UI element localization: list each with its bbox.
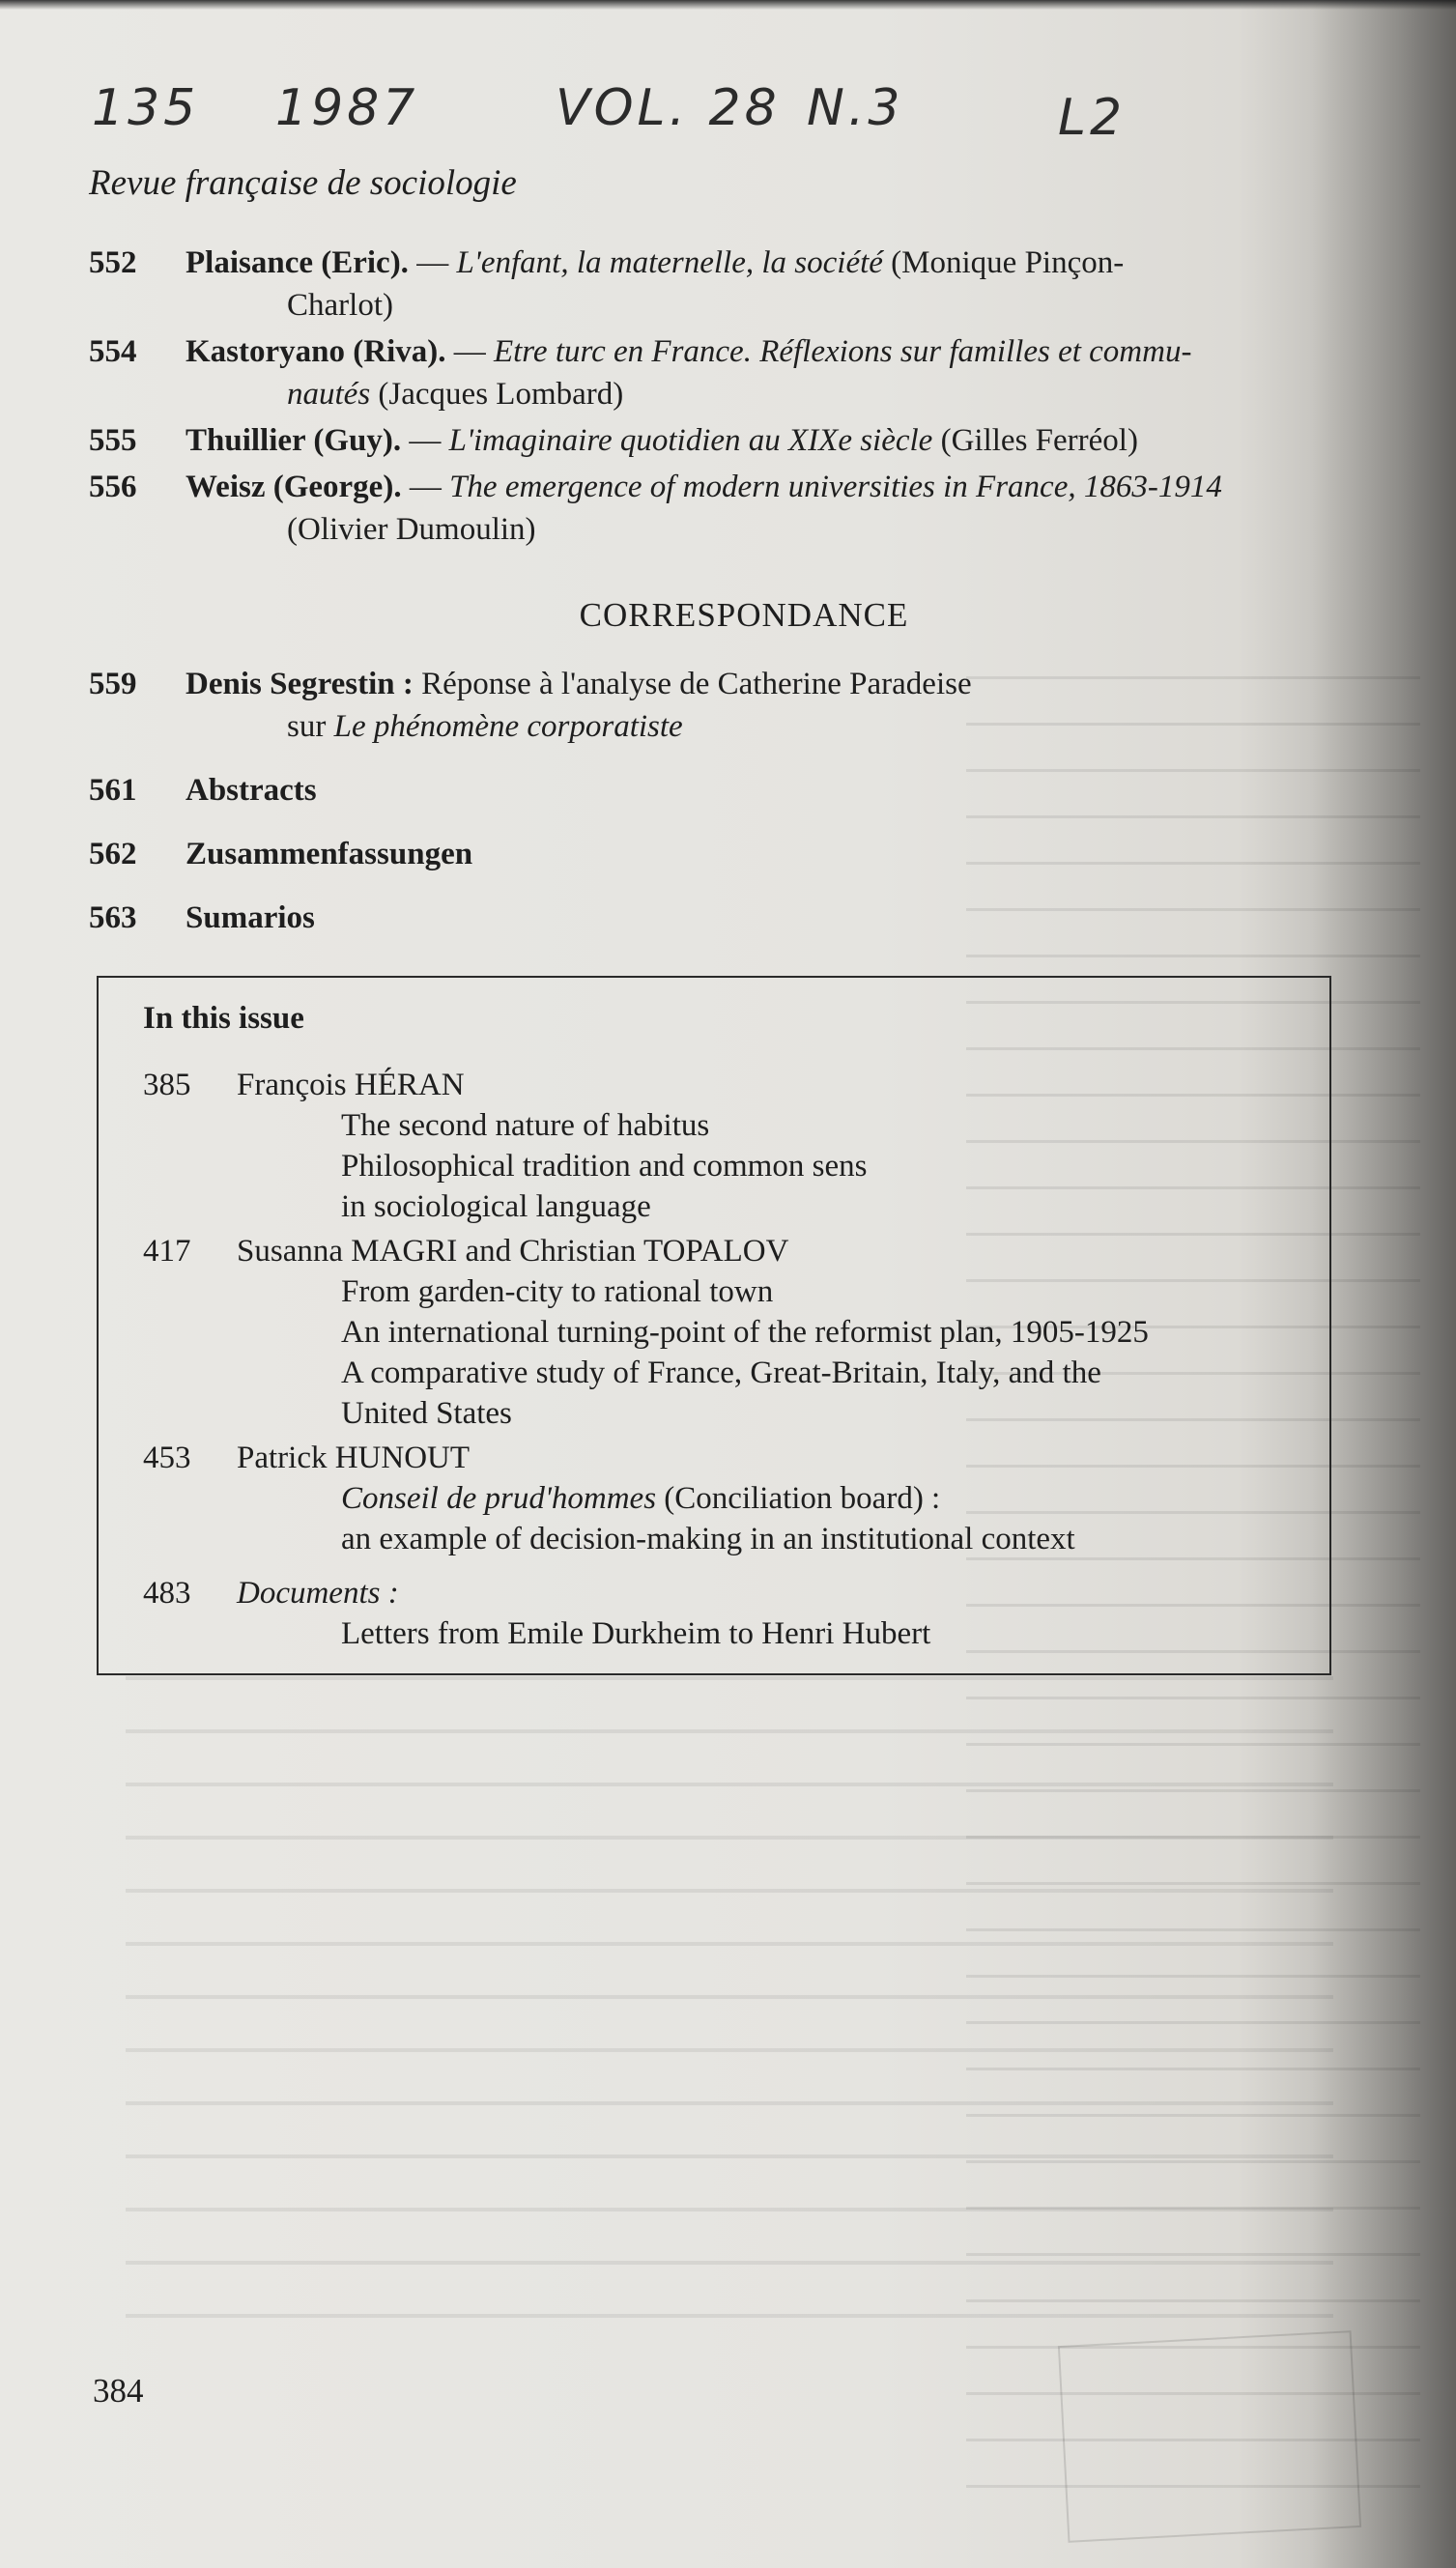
entry-author: Denis Segrestin : [186, 667, 414, 701]
list-item: 563 Sumarios [89, 900, 315, 935]
entry-title: L'imaginaire quotidien au XIXe siècle [448, 423, 933, 458]
in-this-issue-box [97, 976, 1331, 1675]
page-top-edge [0, 0, 1456, 10]
handwritten-year: 1987 [275, 79, 419, 137]
issue-author: François HÉRAN [237, 1068, 465, 1102]
entry-label: Zusammenfassungen [186, 837, 473, 871]
issue-author: Documents : [237, 1576, 399, 1611]
box-title: In this issue [143, 1001, 304, 1036]
list-item: 556 Weisz (George). — The emergence of modern universities in France, 1863-1914 (Olivier Dumoulin) [89, 466, 1384, 551]
list-item: 561 Abstracts [89, 773, 317, 808]
list-item: 562 Zusammenfassungen [89, 837, 473, 871]
list-item: 453 Patrick HUNOUT Conseil de prud'hommes (Conciliation board) : an example of decision-making in an institutional context [143, 1438, 1322, 1559]
page-number: 384 [93, 2372, 144, 2410]
list-item: 554 Kastoryano (Riva). — Etre turc en France. Réflexions sur familles et commu- nautés (Jacques Lombard) [89, 330, 1384, 415]
entry-author: Weisz (George). [186, 470, 402, 504]
list-item: 483 Documents : Letters from Emile Durkheim to Henri Hubert [143, 1573, 1322, 1654]
handwritten-mark: L2 [1058, 89, 1127, 147]
issue-author: Susanna MAGRI and Christian TOPALOV [237, 1234, 789, 1269]
handwritten-number: 135 [92, 79, 200, 137]
entry-author: Thuillier (Guy). [186, 423, 402, 458]
entry-author: Kastoryano (Riva). [186, 334, 446, 369]
entry-reviewer: (Olivier Dumoulin) [287, 512, 536, 547]
entry-label: Abstracts [186, 773, 317, 808]
entry-author: Plaisance (Eric). [186, 245, 409, 280]
entry-reviewer: (Monique Pinçon- [882, 245, 1125, 280]
entry-reviewer: (Jacques Lombard) [370, 377, 624, 412]
reviews-list [89, 242, 1384, 555]
entry-reviewer: (Gilles Ferréol) [932, 423, 1138, 458]
entry-label: Sumarios [186, 900, 315, 935]
entry-page: 556 [89, 470, 137, 504]
handwritten-volume: VOL. 28 [556, 79, 781, 137]
correspondance-list [89, 663, 1384, 960]
list-item: 559 Denis Segrestin : Réponse à l'analyse de Catherine Paradeise sur Le phénomène corporatiste [89, 667, 972, 744]
list-item: 385 François HÉRAN The second nature of habitus Philosophical tradition and common sens in sociological language [143, 1065, 1322, 1227]
entry-title: The emergence of modern universities in France, 1863-1914 [449, 470, 1222, 504]
list-item: 555 Thuillier (Guy). — L'imaginaire quotidien au XIXe siècle (Gilles Ferréol) [89, 419, 1384, 462]
journal-title: Revue française de sociologie [89, 163, 517, 203]
list-item: 552 Plaisance (Eric). — L'enfant, la maternelle, la société (Monique Pinçon- Charlot) [89, 242, 1384, 327]
entry-page: 554 [89, 334, 137, 369]
entry-page: 552 [89, 245, 137, 280]
entry-title: Etre turc en France. Réflexions sur familles et commu- [493, 334, 1192, 369]
section-heading-correspondance: CORRESPONDANCE [579, 596, 909, 634]
entry-title: L'enfant, la maternelle, la société [456, 245, 883, 280]
bleed-through-text-lower [126, 1676, 1333, 2353]
handwritten-issue: N.3 [807, 79, 904, 137]
entry-page: 555 [89, 423, 137, 458]
list-item: 417 Susanna MAGRI and Christian TOPALOV From garden-city to rational town An international turning-point of the reformist plan, 1905-1925 A comparative study of France, Great-Britain, Italy, and the United States [143, 1231, 1322, 1434]
binding-shadow [1311, 0, 1456, 2568]
issue-author: Patrick HUNOUT [237, 1441, 471, 1475]
